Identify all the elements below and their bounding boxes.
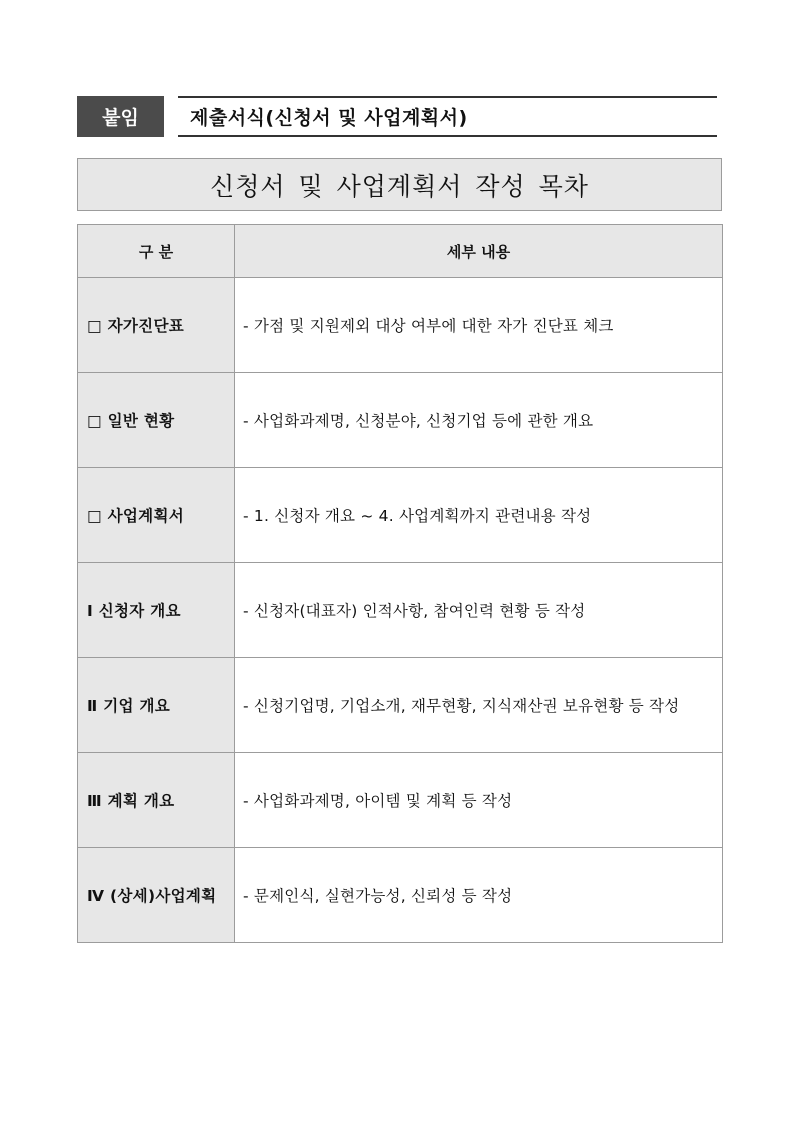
row-detail: - 1. 신청자 개요 ~ 4. 사업계획까지 관련내용 작성	[235, 468, 723, 563]
header-title: 제출서식(신청서 및 사업계획서)	[190, 107, 468, 129]
header-title-box	[178, 96, 717, 137]
row-detail: - 신청기업명, 기업소개, 재무현황, 지식재산권 보유현황 등 작성	[235, 658, 723, 753]
column-header-category: 구 분	[78, 225, 235, 278]
row-detail: - 문제인식, 실현가능성, 신뢰성 등 작성	[235, 848, 723, 943]
column-header-detail: 세부 내용	[235, 225, 723, 278]
row-category: Ⅳ (상세)사업계획	[78, 848, 235, 943]
row-detail: - 사업화과제명, 신청분야, 신청기업 등에 관한 개요	[235, 373, 723, 468]
table-row	[78, 278, 723, 373]
row-category: Ⅱ 기업 개요	[78, 658, 235, 753]
table-row	[78, 753, 723, 848]
row-detail: - 사업화과제명, 아이템 및 계획 등 작성	[235, 753, 723, 848]
row-category: Ⅰ 신청자 개요	[78, 563, 235, 658]
table-row	[78, 848, 723, 943]
table-row	[78, 563, 723, 658]
row-detail: - 신청자(대표자) 인적사항, 참여인력 현황 등 작성	[235, 563, 723, 658]
table-header-row	[78, 225, 723, 278]
section-header	[77, 96, 717, 139]
table-row	[78, 658, 723, 753]
document-title: 신청서 및 사업계획서 작성 목차	[77, 158, 722, 211]
table-row	[78, 468, 723, 563]
row-category: □ 사업계획서	[78, 468, 235, 563]
table-row	[78, 373, 723, 468]
row-detail: - 가점 및 지원제외 대상 여부에 대한 자가 진단표 체크	[235, 278, 723, 373]
row-category: Ⅲ 계획 개요	[78, 753, 235, 848]
row-category: □ 일반 현황	[78, 373, 235, 468]
attachment-badge: 붙임	[77, 96, 164, 137]
contents-table	[77, 224, 723, 943]
row-category: □ 자가진단표	[78, 278, 235, 373]
